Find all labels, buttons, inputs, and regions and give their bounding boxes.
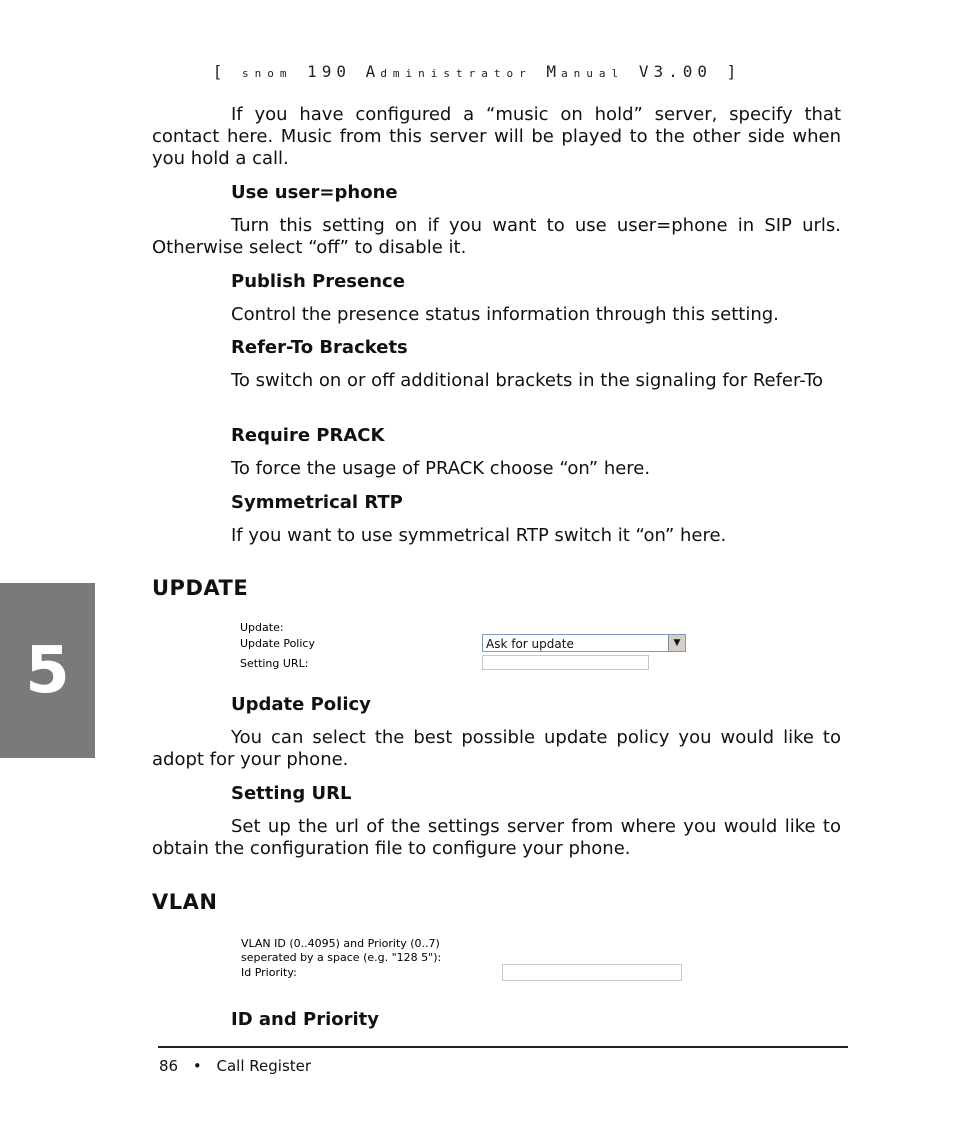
id-priority-label: Id Priority: — [241, 966, 297, 979]
setting-url-label: Setting URL: — [240, 657, 309, 670]
vlan-form-line1: VLAN ID (0..4095) and Priority (0..7) — [241, 937, 440, 950]
publish-presence-heading: Publish Presence — [231, 271, 405, 292]
update-policy-label: Update Policy — [240, 637, 315, 650]
update-section-heading: UPDATE — [152, 576, 249, 600]
rtp-heading: Symmetrical RTP — [231, 492, 403, 513]
prack-text: To force the usage of PRACK choose “on” here. — [231, 458, 651, 479]
use-user-phone-heading: Use user=phone — [231, 182, 398, 203]
footer-section: Call Register — [216, 1057, 312, 1075]
refer-to-text: To switch on or off additional brackets in the signaling for Refer-To — [231, 370, 824, 391]
prack-heading: Require PRACK — [231, 425, 385, 446]
moh-paragraph: If you have configured a “music on hold” server, specify that contact here. Music from this server will be played to the other side when you hold a call. — [152, 104, 841, 169]
update-policy-text: You can select the best possible update policy you would like to adopt for your phone. — [152, 727, 841, 770]
footer-bullet: • — [192, 1057, 202, 1075]
update-policy-select[interactable] — [482, 634, 686, 652]
setting-url-heading: Setting URL — [231, 783, 352, 804]
setting-url-text: Set up the url of the settings server from where you would like to obtain the configuration file to configure your phone. — [152, 816, 841, 859]
running-header: [ snom 190 Administrator Manual V3.00 ] — [212, 62, 742, 81]
vlan-section-heading: VLAN — [152, 890, 218, 914]
id-priority-input[interactable] — [502, 964, 682, 981]
page-footer — [159, 1057, 311, 1075]
rtp-text: If you want to use symmetrical RTP switch it “on” here. — [231, 525, 727, 546]
chapter-tab: 5 — [0, 583, 95, 758]
footer-rule — [158, 1046, 848, 1048]
setting-url-input[interactable] — [482, 655, 649, 670]
refer-to-heading: Refer-To Brackets — [231, 337, 408, 358]
use-user-phone-text: Turn this setting on if you want to use user=phone in SIP urls. Otherwise select “off” to disable it. — [152, 215, 841, 258]
update-policy-value: Ask for update — [486, 637, 574, 651]
chevron-down-icon[interactable]: ▼ — [668, 635, 685, 651]
vlan-form-line2: seperated by a space (e.g. "128 5"): — [241, 951, 442, 964]
id-priority-heading: ID and Priority — [231, 1009, 380, 1030]
update-policy-heading: Update Policy — [231, 694, 371, 715]
page-number: 86 — [159, 1057, 179, 1075]
publish-presence-text: Control the presence status information through this setting. — [231, 304, 779, 325]
update-form-title: Update: — [240, 621, 284, 634]
